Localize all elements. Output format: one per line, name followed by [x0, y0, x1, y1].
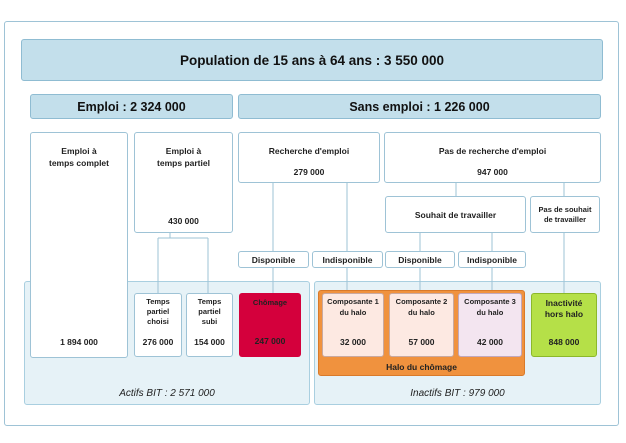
inactivite-label2: hors halo: [544, 309, 584, 319]
composante1-label2: du halo: [339, 308, 367, 317]
population-title-text: Population de 15 ans à 64 ans : 3 550 000: [179, 52, 445, 68]
souhait-label: Souhait de travailler: [414, 210, 497, 220]
partiel-choisi-value: 276 000: [142, 337, 174, 347]
temps-partiel-label1: Emploi à: [165, 146, 202, 156]
tag-disponible-souhait: [385, 251, 455, 268]
temps-partiel-label2: temps partiel: [157, 158, 210, 168]
pas-recherche-value: 947 000: [477, 167, 508, 177]
partiel-choisi-label3: choisi: [147, 317, 169, 326]
pas-souhait-box: [530, 196, 600, 233]
partiel-choisi-label2: partiel: [146, 307, 170, 316]
partiel-subi-value: 154 000: [194, 337, 225, 347]
composante3-value: 42 000: [477, 337, 503, 347]
chomage-value: 247 000: [254, 336, 286, 346]
composante1-label1: Composante 1: [327, 297, 379, 306]
composante1-box: [322, 293, 384, 357]
tag-disponible-recherche: [238, 251, 309, 268]
temps-complet-label2: temps complet: [49, 158, 109, 168]
recherche-label: Recherche d'emploi: [268, 146, 350, 156]
composante2-box: [389, 293, 454, 357]
pas-recherche-label: Pas de recherche d'emploi: [438, 146, 547, 156]
tag-disponible-recherche-text: Disponible: [251, 254, 296, 265]
composante2-label2: du halo: [408, 308, 435, 317]
emploi-header-text: Emploi : 2 324 000: [77, 99, 186, 114]
pas-souhait-label1: Pas de souhait: [538, 205, 592, 214]
temps-complet-label1: Emploi à: [61, 146, 97, 156]
chomage-box: [239, 293, 301, 357]
tag-indisponible-recherche: [312, 251, 383, 268]
tag-indisponible-recherche-text: Indisponible: [322, 254, 373, 265]
partiel-subi-label2: partiel: [198, 307, 221, 316]
composante3-box: [458, 293, 522, 357]
tag-indisponible-souhait-text: Indisponible: [466, 254, 518, 265]
tag-disponible-souhait-text: Disponible: [398, 254, 442, 265]
composante1-value: 32 000: [340, 337, 366, 347]
composante3-label1: Composante 3: [464, 297, 516, 306]
temps-complet-value: 1 894 000: [60, 337, 98, 347]
tag-indisponible-souhait: [458, 251, 526, 268]
partiel-choisi-label1: Temps: [146, 297, 170, 306]
actifs-label: Actifs BIT : 2 571 000: [119, 388, 215, 399]
temps-complet-box: [30, 132, 128, 358]
partiel-subi-box: [186, 293, 233, 357]
inactivite-value: 848 000: [548, 337, 580, 347]
temps-partiel-value: 430 000: [168, 216, 199, 226]
partiel-subi-label1: Temps: [197, 297, 222, 306]
inactifs-label: Inactifs BIT : 979 000: [410, 388, 505, 399]
partiel-choisi-box: [134, 293, 182, 357]
halo-label: Halo du chômage: [386, 362, 457, 372]
temps-partiel-box: [134, 132, 233, 233]
composante2-label1: Composante 2: [395, 297, 448, 306]
population-title: [21, 39, 603, 81]
sans-emploi-header: [238, 94, 601, 119]
souhait-box: [385, 196, 526, 233]
pas-souhait-label2: de travailler: [543, 215, 587, 224]
composante3-label2: du halo: [476, 308, 504, 317]
recherche-value: 279 000: [293, 167, 325, 177]
chomage-label: Chômage: [252, 298, 288, 307]
partiel-subi-label3: subi: [201, 317, 218, 326]
sans-emploi-header-text: Sans emploi : 1 226 000: [349, 99, 490, 114]
inactivite-box: [531, 293, 597, 357]
composante2-value: 57 000: [408, 337, 435, 347]
emploi-header: [30, 94, 233, 119]
inactivite-label1: Inactivité: [545, 298, 583, 308]
recherche-box: [238, 132, 380, 183]
pas-recherche-box: [384, 132, 601, 183]
